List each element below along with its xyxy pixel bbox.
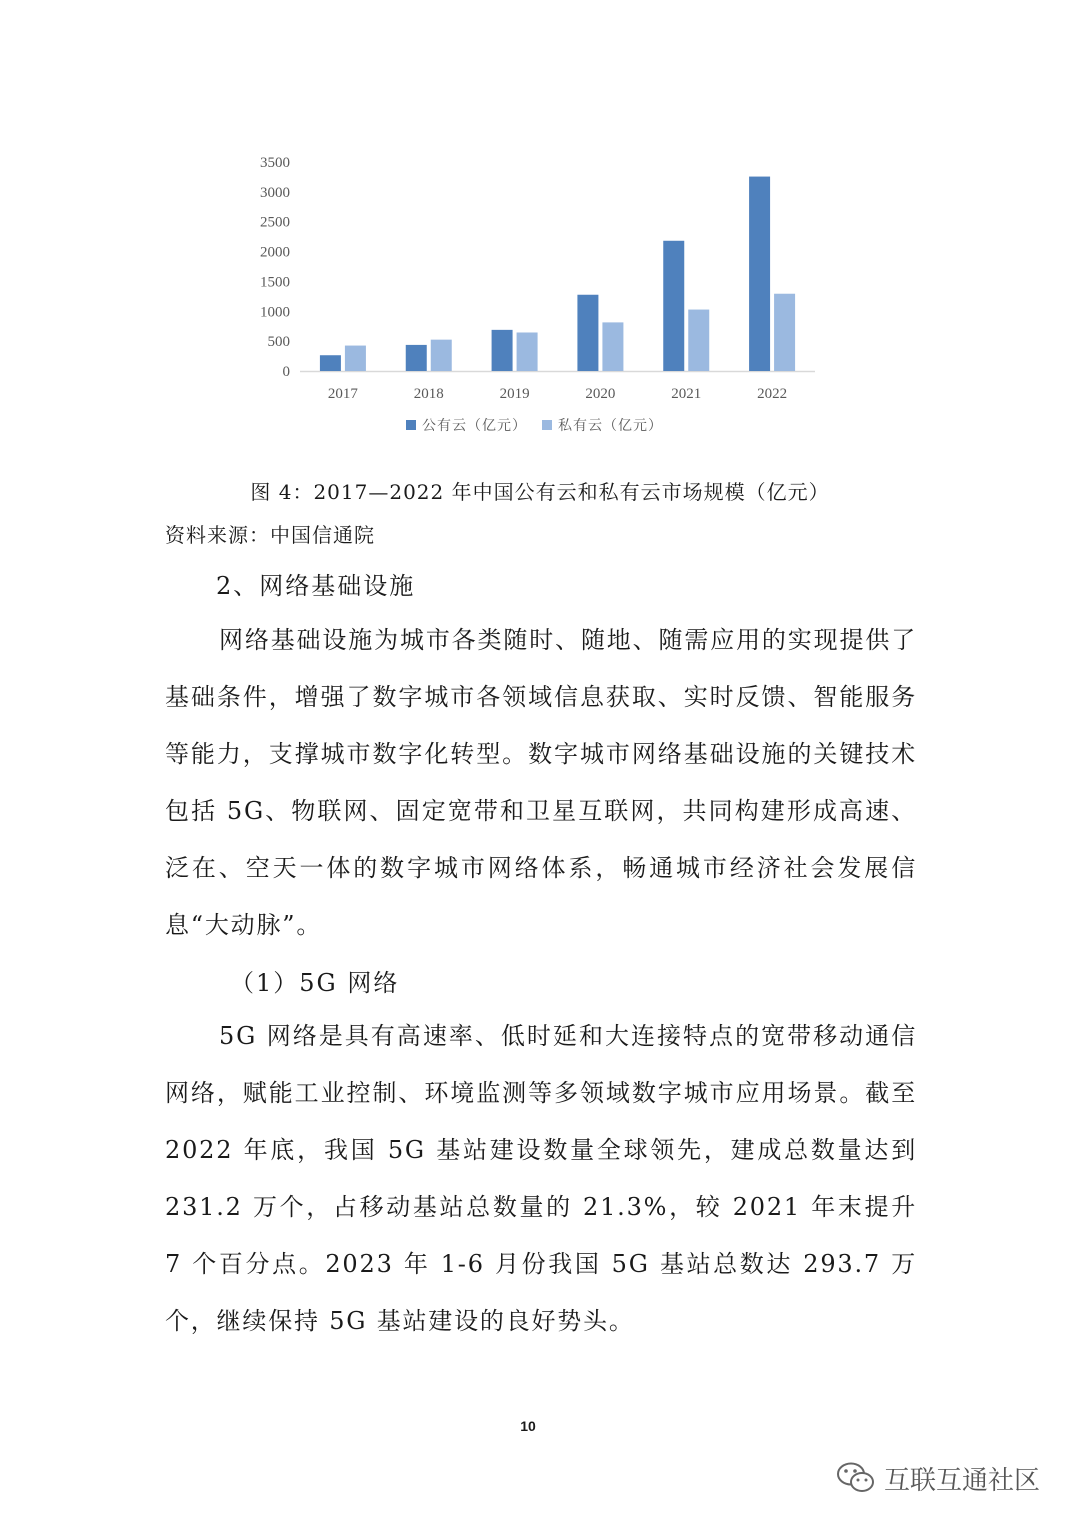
watermark bbox=[836, 1458, 1066, 1498]
figure-caption: 图 4：2017—2022 年中国公有云和私有云市场规模（亿元） bbox=[250, 480, 830, 504]
bar-public-cloud bbox=[320, 355, 341, 371]
bar-public-cloud bbox=[663, 241, 684, 371]
y-tick-label: 3000 bbox=[260, 184, 290, 201]
section-heading: 2、网络基础设施 bbox=[216, 572, 416, 600]
x-tick-label: 2021 bbox=[671, 386, 702, 402]
bar-public-cloud bbox=[577, 295, 598, 371]
legend-label-private: 私有云（亿元） bbox=[558, 419, 663, 434]
bar-private-cloud bbox=[431, 340, 452, 371]
legend-label-public: 公有云（亿元） bbox=[422, 419, 527, 434]
bar-public-cloud bbox=[406, 345, 427, 371]
bar-private-cloud bbox=[774, 294, 795, 371]
x-tick-label: 2018 bbox=[413, 386, 444, 402]
x-tick-label: 2020 bbox=[585, 386, 616, 402]
bar-private-cloud bbox=[345, 346, 366, 371]
bar-private-cloud bbox=[688, 310, 709, 371]
legend-swatch-private bbox=[542, 420, 552, 430]
bar-private-cloud bbox=[517, 332, 538, 371]
cloud-market-bar-chart bbox=[0, 0, 1080, 460]
y-tick-label: 2500 bbox=[260, 214, 290, 231]
bar-public-cloud bbox=[749, 177, 770, 371]
y-tick-label: 1500 bbox=[260, 274, 290, 291]
y-tick-label: 500 bbox=[267, 334, 290, 351]
bar-public-cloud bbox=[492, 330, 513, 371]
y-tick-label: 3500 bbox=[260, 155, 290, 171]
x-tick-label: 2019 bbox=[499, 386, 530, 402]
subsection-heading: （1）5G 网络 bbox=[230, 969, 400, 997]
figure-source: 资料来源：中国信通院 bbox=[165, 523, 375, 547]
watermark-text: 互联互通社区 bbox=[884, 1465, 1041, 1496]
bar-private-cloud bbox=[602, 322, 623, 371]
x-tick-label: 2017 bbox=[327, 386, 358, 402]
x-tick-label: 2022 bbox=[757, 386, 788, 402]
legend-swatch-public bbox=[406, 420, 416, 430]
subsection-paragraph: 5G 网络是具有高速率、低时延和大连接特点的宽带移动通信网络，赋能工业控制、环境监测等多领域数字城市应用场景。截至 2022 年底，我国 5G 基站建设数量全球领先，建成总数量达到 231.2 万个，占移动基站总数量的 21.3%，较 2021 年末提升 7 个百分点。2023 年 1-6 月份我国 5G 基站总数达 293.7 万个，继续保持 5G 基站建设的良好势头。 bbox=[165, 1022, 917, 1335]
y-tick-label: 0 bbox=[282, 364, 290, 380]
y-tick-label: 1000 bbox=[260, 304, 290, 321]
page-number: 10 bbox=[520, 1418, 536, 1434]
section-paragraph: 网络基础设施为城市各类随时、随地、随需应用的实现提供了基础条件，增强了数字城市各领域信息获取、实时反馈、智能服务等能力，支撑城市数字化转型。数字城市网络基础设施的关键技术包括 5G、物联网、固定宽带和卫星互联网，共同构建形成高速、泛在、空天一体的数字城市网络体系，畅通城市经济社会发展信息“大动脉”。 bbox=[165, 626, 917, 939]
y-tick-label: 2000 bbox=[260, 244, 290, 261]
wechat-icon bbox=[836, 1461, 876, 1495]
